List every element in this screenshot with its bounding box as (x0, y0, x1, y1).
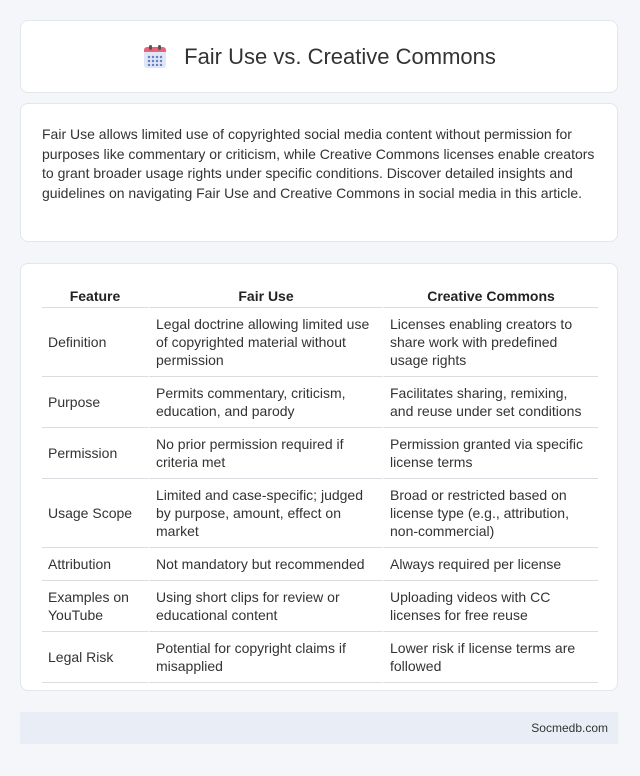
feature-cell: Purpose (42, 377, 148, 428)
table-row (42, 581, 598, 632)
creative-commons-cell: Always required per license (382, 548, 598, 581)
creative-commons-cell: Lower risk if license terms are followed (382, 632, 598, 683)
feature-cell: Definition (42, 308, 148, 377)
table-row (42, 632, 598, 683)
creative-commons-cell: Permission granted via specific license terms (382, 428, 598, 479)
table-row (42, 548, 598, 581)
calendar-icon (142, 45, 168, 69)
fair-use-cell: Permits commentary, criticism, education, and parody (148, 377, 382, 428)
page-title: Fair Use vs. Creative Commons (184, 43, 496, 69)
fair-use-cell: Not mandatory but recommended (148, 548, 382, 581)
footer (20, 712, 618, 744)
comparison-table (42, 284, 598, 683)
fair-use-cell: No prior permission required if criteria met (148, 428, 382, 479)
fair-use-cell: Limited and case-specific; judged by purpose, amount, effect on market (148, 479, 382, 548)
column-header-creative-commons: Creative Commons (382, 284, 598, 308)
creative-commons-cell: Facilitates sharing, remixing, and reuse under set conditions (382, 377, 598, 428)
footer-site-link[interactable]: Socmedb.com (531, 721, 608, 735)
intro-card (20, 103, 618, 242)
fair-use-cell: Using short clips for review or educational content (148, 581, 382, 632)
fair-use-cell: Legal doctrine allowing limited use of copyrighted material without permission (148, 308, 382, 377)
feature-cell: Attribution (42, 548, 148, 581)
table-header-row (42, 284, 598, 308)
column-header-fair-use: Fair Use (148, 284, 382, 308)
feature-cell: Examples on YouTube (42, 581, 148, 632)
feature-cell: Usage Scope (42, 479, 148, 548)
creative-commons-cell: Broad or restricted based on license type (e.g., attribution, non-commercial) (382, 479, 598, 548)
column-header-feature: Feature (42, 284, 148, 308)
feature-cell: Legal Risk (42, 632, 148, 683)
fair-use-cell: Potential for copyright claims if misapplied (148, 632, 382, 683)
table-row (42, 377, 598, 428)
creative-commons-cell: Uploading videos with CC licenses for free reuse (382, 581, 598, 632)
creative-commons-cell: Licenses enabling creators to share work with predefined usage rights (382, 308, 598, 377)
feature-cell: Permission (42, 428, 148, 479)
table-row (42, 428, 598, 479)
table-row (42, 308, 598, 377)
title-card (20, 20, 618, 93)
table-row (42, 479, 598, 548)
intro-text: Fair Use allows limited use of copyrighted social media content without permission for purposes like commentary or criticism, while Creative Commons licenses enable creators to grant broader usage rights under specific conditions. Discover detailed insights and guidelines on navigating Fair Use and Creative Commons in social media in this article. (42, 126, 595, 201)
table-card (20, 263, 618, 691)
